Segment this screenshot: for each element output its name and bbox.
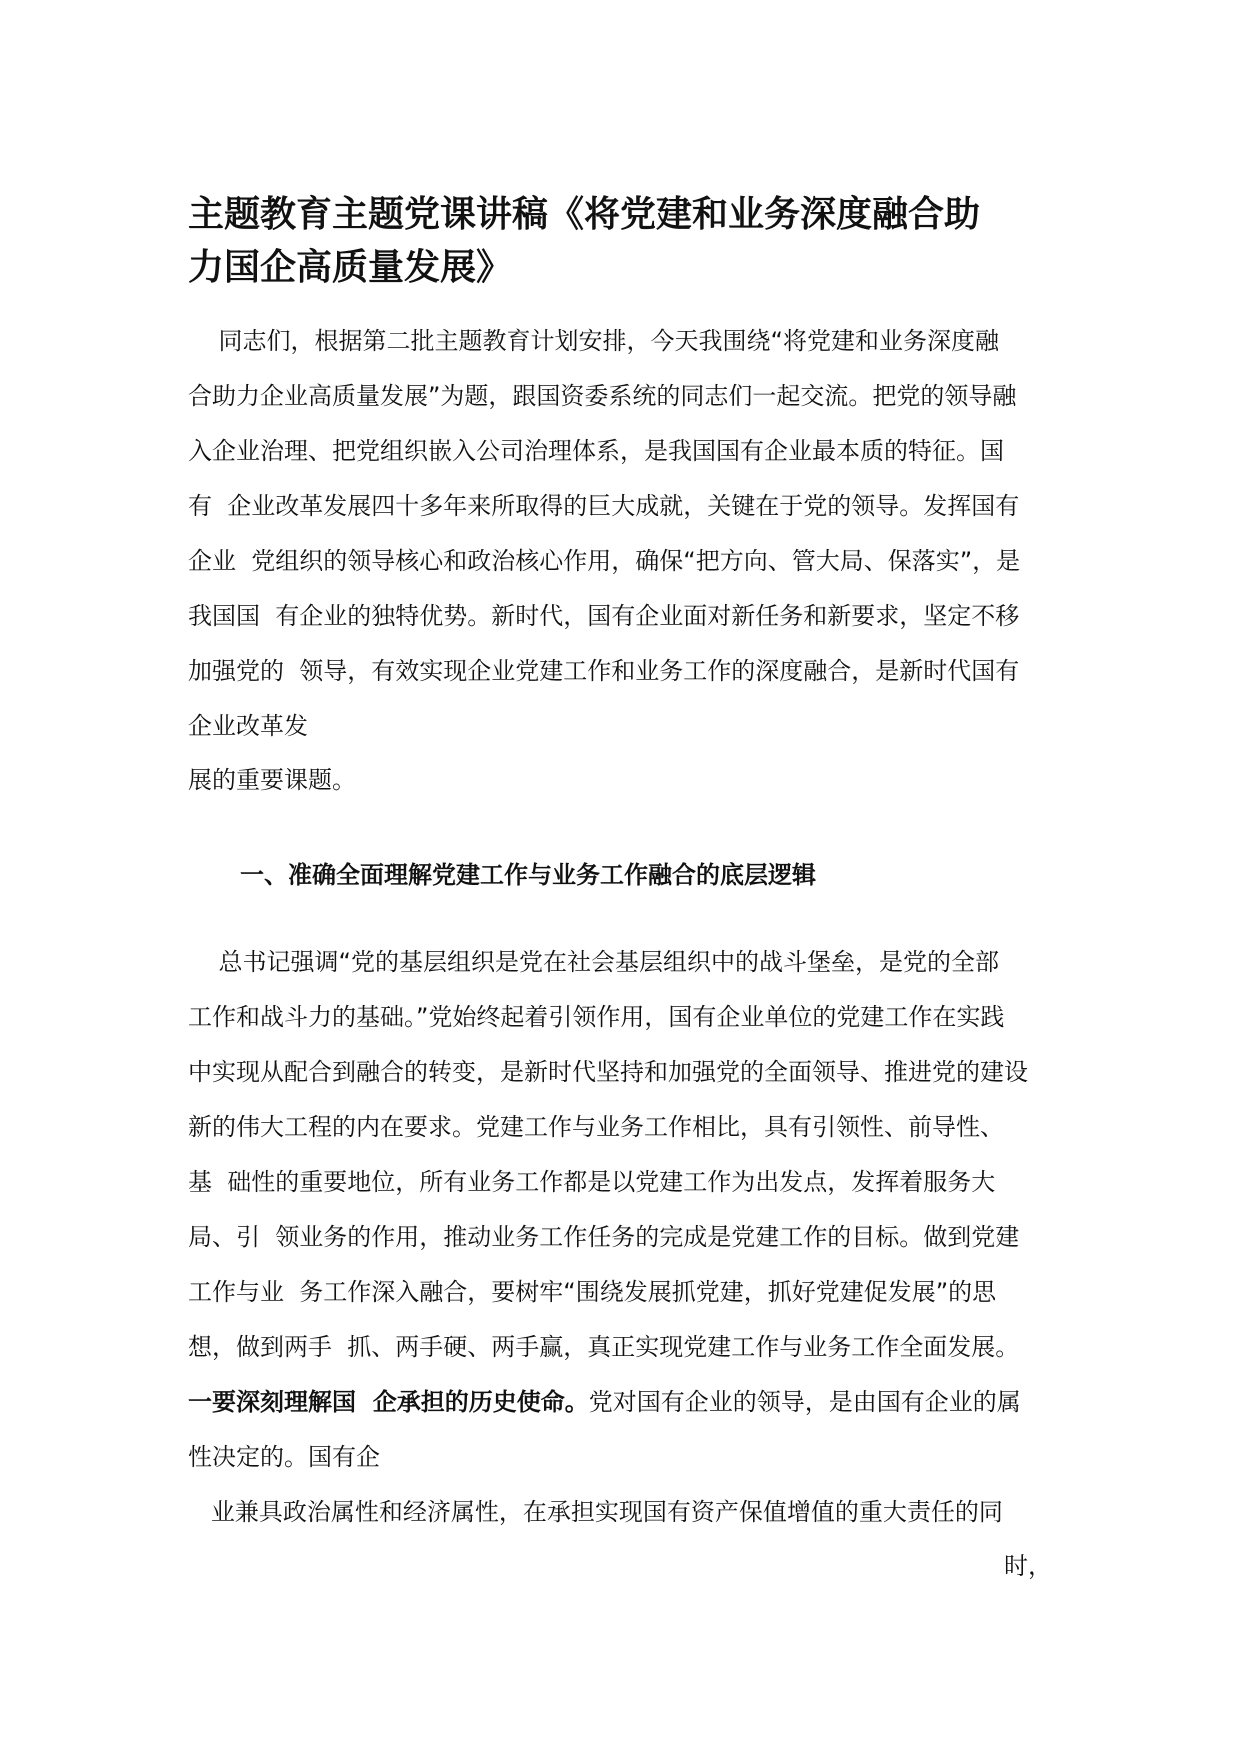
title-line: 主题教育主题党课讲稿《将党建和业务深度融合助 xyxy=(188,194,981,235)
paragraph-line: 基 础性的重要地位，所有业务工作都是以党建工作为出发点，发挥着服务大 xyxy=(188,1168,996,1196)
paragraph-line: 展的重要课题。 xyxy=(188,766,356,794)
paragraph-line: 新的伟大工程的内在要求。党建工作与业务工作相比，具有引领性、前导性、 xyxy=(188,1113,1004,1141)
paragraph-line: 入企业治理、把党组织嵌入公司治理体系，是我国国有企业最本质的特征。国 xyxy=(188,437,1004,465)
paragraph-line: 业兼具政治属性和经济属性，在承担实现国有资产保值增值的重大责任的同 xyxy=(188,1498,1003,1526)
paragraph-line: 中实现从配合到融合的转变，是新时代坚持和加强党的全面领导、推进党的建设 xyxy=(188,1058,1028,1086)
document-title xyxy=(188,188,1068,294)
paragraph-line: 我国国 有企业的独特优势。新时代，国有企业面对新任务和新要求，坚定不移 xyxy=(188,602,1020,630)
paragraph-line: 企业 党组织的领导核心和政治核心作用，确保“把方向、管大局、保落实”，是 xyxy=(188,547,1021,575)
paragraph-line: 同志们，根据第二批主题教育计划安排，今天我围绕“将党建和业务深度融 xyxy=(188,327,999,355)
paragraph-line: 想，做到两手 抓、两手硬、两手赢，真正实现党建工作与业务工作全面发展。 xyxy=(188,1333,1020,1361)
paragraph-line: 总书记强调“党的基层组织是党在社会基层组织中的战斗堡垒，是党的全部 xyxy=(188,948,999,976)
paragraph-line-tail: 时， xyxy=(1004,1552,1052,1580)
paragraph-line: 企业改革发 xyxy=(188,712,308,740)
paragraph-line: 工作和战斗力的基础。”党始终起着引领作用，国有企业单位的党建工作在实践 xyxy=(188,1003,1005,1031)
section-heading: 一、准确全面理解党建工作与业务工作融合的底层逻辑 xyxy=(240,861,816,889)
title-line: 力国企高质量发展》 xyxy=(188,247,513,288)
paragraph-line xyxy=(188,1387,1021,1417)
paragraph-line: 局、引 领业务的作用，推动业务工作任务的完成是党建工作的目标。做到党建 xyxy=(188,1223,1020,1251)
emphasis-text: 一要深刻理解国 企承担的历史使命。 xyxy=(188,1388,589,1416)
paragraph-text: 党对国有企业的领导，是由国有企业的属 xyxy=(588,1388,1021,1416)
paragraph-line: 性决定的。国有企 xyxy=(188,1443,380,1471)
paragraph-line: 合助力企业高质量发展”为题，跟国资委系统的同志们一起交流。把党的领导融 xyxy=(188,382,1017,410)
paragraph-line: 加强党的 领导，有效实现企业党建工作和业务工作的深度融合，是新时代国有 xyxy=(188,657,1020,685)
paragraph-line: 有 企业改革发展四十多年来所取得的巨大成就，关键在于党的领导。发挥国有 xyxy=(188,492,1020,520)
paragraph-line: 工作与业 务工作深入融合，要树牢“围绕发展抓党建，抓好党建促发展”的思 xyxy=(188,1278,997,1306)
